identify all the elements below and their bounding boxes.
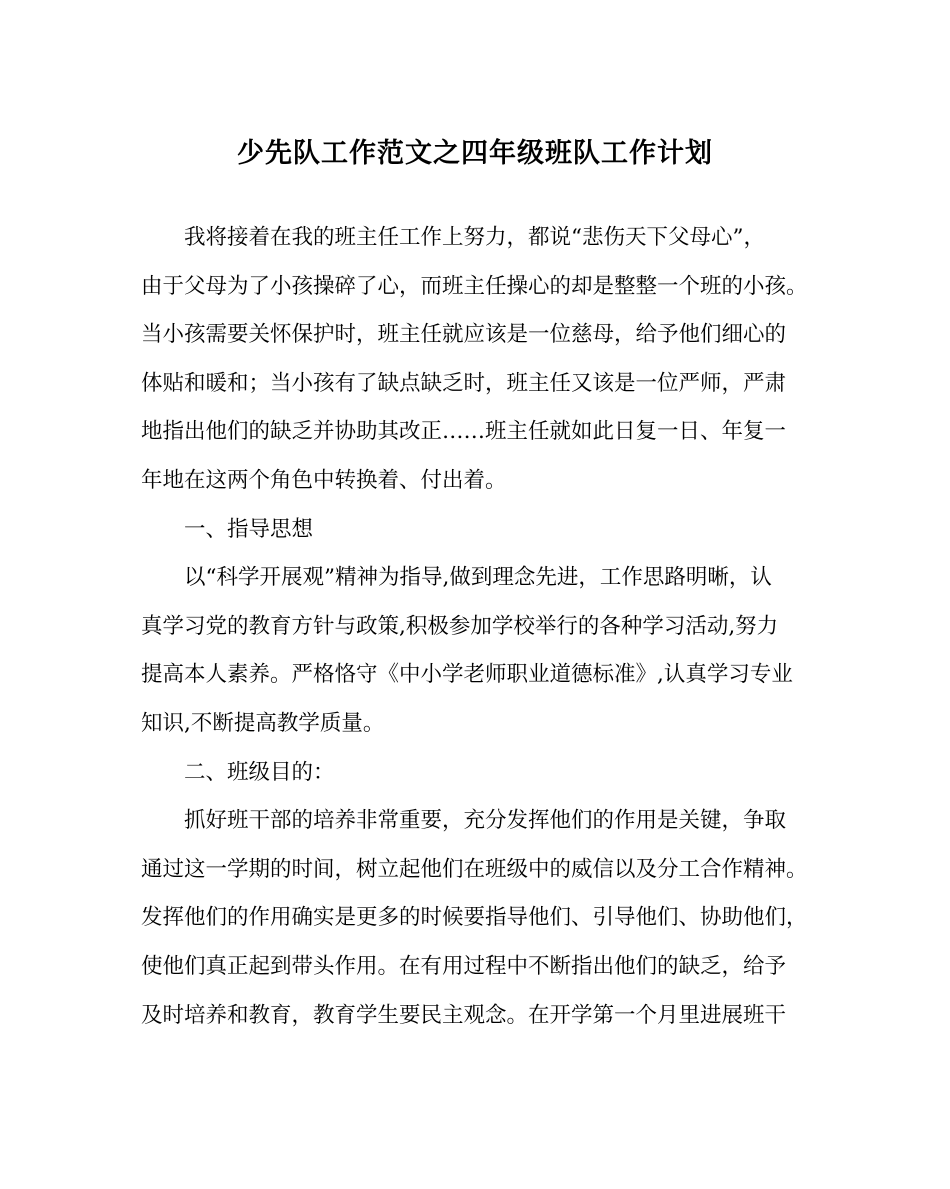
- text-line: 由于父母为了小孩操碎了心，而班主任操心的却是整整一个班的小孩。: [141, 273, 808, 299]
- text-line: 地指出他们的缺乏并协助其改正……班主任就如此日复一日、年复一: [141, 419, 787, 445]
- text-line: 使他们真正起到带头作用。在有用过程中不断指出他们的缺乏，给予: [141, 953, 787, 979]
- text-line: 二、班级目的：: [184, 759, 335, 785]
- text-line: 抓好班干部的培养非常重要，充分发挥他们的作用是关键，争取: [184, 808, 787, 834]
- text-line: 一、指导思想: [184, 516, 314, 542]
- text-line: 年地在这两个角色中转换着、付出着。: [141, 467, 507, 493]
- text-line: 及时培养和教育，教育学生要民主观念。在开学第一个月里进展班干: [141, 1002, 787, 1028]
- text-line: 发挥他们的作用确实是更多的时候要指导他们、引导他们、协助他们，: [141, 905, 808, 931]
- document-title: 少先队工作范文之四年级班队工作计划: [237, 138, 713, 169]
- text-line: 通过这一学期的时间，树立起他们在班级中的威信以及分工合作精神。: [141, 856, 808, 882]
- text-line: 我将接着在我的班主任工作上努力，都说“悲伤天下父母心”，: [184, 225, 765, 250]
- text-line: 体贴和暖和；当小孩有了缺点缺乏时，班主任又该是一位严师，严肃: [141, 370, 787, 396]
- text-line: 真学习党的教育方针与政策,积极参加学校举行的各种学习活动,努力: [141, 613, 779, 639]
- text-line: 知识,不断提高教学质量。: [141, 710, 385, 736]
- document-body: [141, 223, 809, 1049]
- text-line: 以“科学开展观”精神为指导,做到理念先进，工作思路明晰，认: [184, 565, 772, 591]
- text-line: 提高本人素养。严格恪守《中小学老师职业道德标准》,认真学习专业: [141, 662, 793, 688]
- text-line: 当小孩需要关怀保护时，班主任就应该是一位慈母，给予他们细心的: [141, 322, 787, 348]
